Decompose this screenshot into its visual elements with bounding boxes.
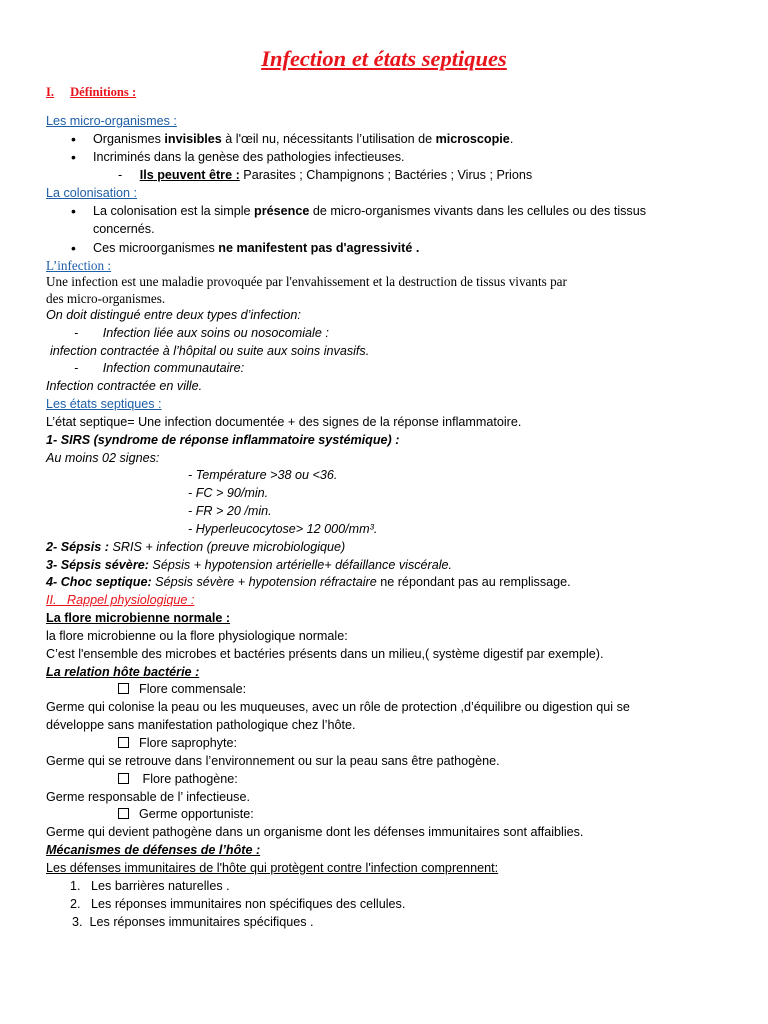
section-2-number: II. (46, 593, 57, 607)
sirs-sign: - Température >38 ou <36. (188, 468, 338, 482)
defenses-heading: Mécanismes de défenses de l’hôte : (46, 843, 261, 857)
text-run: . (412, 241, 420, 255)
colonisation-bullet-2 (93, 240, 419, 257)
text-run: Organismes (93, 132, 165, 146)
infection-def-line-1: Une infection est une maladie provoquée par l'envahissement et la destruction de tissus vivants par (46, 274, 567, 289)
text-run: Ces microorganismes (93, 241, 219, 255)
defenses-item (70, 896, 405, 913)
sirs-sign: - FR > 20 /min. (188, 504, 272, 518)
text-run: Ils peuvent être : (139, 168, 240, 182)
text-run: Parasites ; Champignons ; Bactéries ; Virus ; Prions (239, 168, 533, 182)
micro-bullet-2: • Incriminés dans la genèse des pathologies infectieuses. (93, 149, 405, 166)
relation-item-label (118, 771, 238, 788)
infection-types-intro: On doit distingué entre deux types d’infection: (46, 308, 301, 322)
text-run: microscopie (435, 132, 510, 146)
dash: - (118, 168, 123, 182)
text-run: Sépsis + hypotension artérielle+ défaillance viscérale. (148, 558, 453, 572)
relation-item-desc: Germe qui colonise la peau ou les muqueuses, avec un rôle de protection ,d’équilibre ou digestion qui se (46, 700, 630, 714)
micro-bullet-1 (93, 131, 513, 148)
text-run: Flore saprophyte: (139, 736, 238, 750)
text-run: Flore pathogène: (139, 772, 238, 786)
text-run: . (509, 132, 514, 146)
text-run: Infection liée aux soins ou nosocomiale : (102, 326, 329, 340)
defenses-item (70, 878, 230, 895)
severe-sepsis-line (46, 557, 452, 574)
infection-type-2-desc: Infection contractée en ville. (46, 379, 203, 393)
micro-bullet-3 (118, 167, 532, 184)
septic-shock-line (46, 574, 571, 591)
text-run: à l'œil nu, nécessitants l’utilisation de (221, 132, 436, 146)
section-1-heading (46, 84, 136, 101)
infection-heading: L’infection : (46, 258, 112, 273)
infection-def-line-2: des micro-organismes. (46, 291, 166, 306)
flore-line-1: la flore microbienne ou la flore physiologique normale: (46, 629, 348, 643)
sepsis-line (46, 539, 345, 556)
micro-organisms-heading: Les micro-organismes : (46, 114, 177, 128)
text-run: La colonisation est la simple (93, 204, 255, 218)
section-2-label: Rappel physiologique : (67, 593, 195, 607)
section-1-number: I. (46, 85, 55, 99)
text-run: 2- Sépsis : (46, 540, 109, 554)
text-run: Flore commensale: (139, 682, 247, 696)
checkbox-icon (118, 737, 129, 748)
defenses-intro: Les défenses immunitaires de l'hôte qui protègent contre l'infection comprennent: (46, 861, 499, 875)
infection-type-1-desc: infection contractée à l’hôpital ou suite aux soins invasifs. (50, 344, 370, 358)
colonisation-bullet-1-cont: concernés. (93, 222, 155, 236)
text-run: Les réponses immunitaires non spécifiques des cellules. (91, 897, 406, 911)
infection-type-2 (74, 360, 244, 377)
flore-line-2: C’est l'ensemble des microbes et bactéries présents dans un milieu,( système digestif par exemple). (46, 647, 604, 661)
sirs-signs-intro: Au moins 02 signes: (46, 451, 160, 465)
sirs-sign: - FC > 90/min. (188, 486, 269, 500)
item-number: 2. (70, 897, 81, 911)
text-run: Infection communautaire: (102, 361, 245, 375)
septic-states-heading: Les états septiques : (46, 397, 162, 411)
checkbox-icon (118, 683, 129, 694)
text-run: SRIS + infection (preuve microbiologique) (109, 540, 346, 554)
relation-item-label (118, 806, 254, 823)
dash: - (74, 361, 79, 375)
relation-item-label (118, 735, 237, 752)
colonisation-bullet-1 (93, 203, 646, 220)
text-run: 4- Choc septique: (46, 575, 152, 589)
infection-type-1 (74, 325, 329, 342)
relation-item-desc: Germe responsable de l’ infectieuse. (46, 790, 250, 804)
text-run: invisibles (164, 132, 222, 146)
text-run: Sépsis sévère + hypotension réfractaire (151, 575, 377, 589)
relation-item-desc: Germe qui devient pathogène dans un organisme dont les défenses immunitaires sont affaiblies. (46, 825, 584, 839)
text-run: 3- Sépsis sévère: (46, 558, 149, 572)
flore-heading: La flore microbienne normale : (46, 611, 231, 625)
text-run: de micro-organismes vivants dans les cellules ou des tissus (309, 204, 647, 218)
section-1-label: Définitions : (70, 85, 137, 99)
text-run: ne répondant pas au remplissage. (376, 575, 571, 589)
text-run: Les réponses immunitaires spécifiques . (89, 915, 314, 929)
item-number: 1. (70, 879, 81, 893)
text-run: présence (254, 204, 310, 218)
text-run: ne manifestent pas d'agressivité (218, 241, 413, 255)
item-number: 3. (72, 915, 83, 929)
checkbox-icon (118, 773, 129, 784)
relation-item-desc: développe sans manifestation pathologique chez l’hôte. (46, 718, 356, 732)
colonisation-heading: La colonisation : (46, 186, 138, 200)
sirs-heading: 1- SIRS (syndrome de réponse inflammatoire systémique) : (46, 433, 400, 447)
sirs-sign: - Hyperleucocytose> 12 000/mm³. (188, 522, 378, 536)
defenses-item (72, 914, 314, 931)
text-run: Germe opportuniste: (139, 807, 254, 821)
dash: - (74, 326, 79, 340)
checkbox-icon (118, 808, 129, 819)
relation-item-label (118, 681, 246, 698)
text-run: Les barrières naturelles . (91, 879, 230, 893)
page-title: Infection et états septiques (261, 46, 507, 71)
relation-item-desc: Germe qui se retrouve dans l’environnement ou sur la peau sans être pathogène. (46, 754, 500, 768)
septic-definition: L’état septique= Une infection documentée + des signes de la réponse inflammatoire. (46, 415, 522, 429)
section-2-heading (46, 592, 194, 609)
relation-heading: La relation hôte bactérie : (46, 665, 200, 679)
